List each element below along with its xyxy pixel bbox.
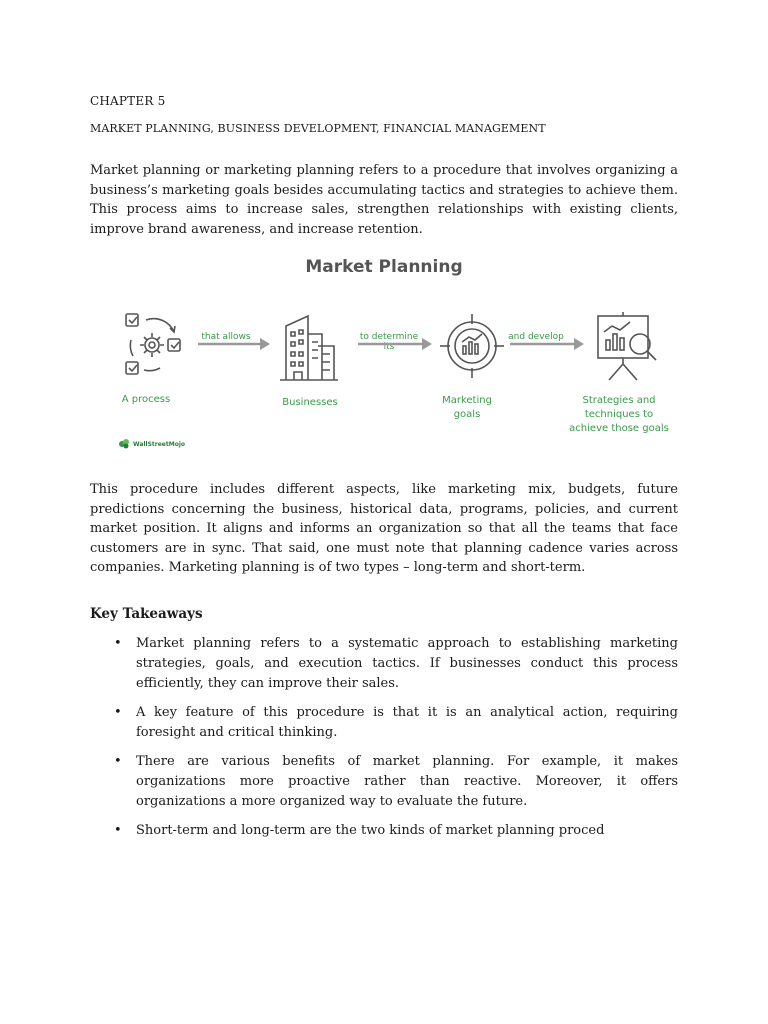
buildings-icon	[278, 312, 340, 382]
presentation-board-icon	[594, 310, 662, 384]
arrow-label-determine: to determine its	[359, 332, 419, 352]
brand-name: WallStreetMojo	[133, 440, 185, 448]
chapter-subtitle: MARKET PLANNING, BUSINESS DEVELOPMENT, FINANCIAL MANAGEMENT	[90, 122, 546, 135]
arrow-right-icon	[198, 338, 270, 350]
key-takeaways-list	[90, 634, 678, 850]
step-label-businesses: Businesses	[282, 397, 338, 408]
arrow-label-develop: and develop	[508, 332, 564, 342]
list-item: • Short-term and long-term are the two kinds of market planning proced	[90, 821, 678, 841]
figure-title: Market Planning	[305, 257, 463, 277]
second-paragraph: This procedure includes different aspects, like marketing mix, budgets, future predictions concerning the business, historical data, programs, policies, and current market position. It aligns and informs an organization so that all the teams that face customers are in sync. That said, one must note that planning cadence varies across companies. Marketing planning is of two types – long-term and short-term.	[90, 482, 678, 575]
arrow-label-allows: that allows	[201, 332, 251, 342]
brand-leaf-icon	[118, 438, 130, 450]
brand-logo	[118, 438, 185, 450]
arrow-right-icon	[358, 338, 432, 350]
step-label-process: A process	[121, 394, 171, 405]
step-label-marketing-goals: Marketing goals	[442, 395, 492, 420]
arrow-right-icon	[510, 338, 584, 350]
process-gears-icon	[120, 310, 190, 382]
list-item: • Market planning refers to a systematic approach to establishing marketing strategies, goals, and execution tactics. If businesses conduct this process efficiently, they can improve their sales.	[90, 634, 678, 694]
step-label-strategies: Strategies and techniques to achieve those goals	[569, 395, 669, 434]
list-item: • A key feature of this procedure is that it is an analytical action, requiring foresight and critical thinking.	[90, 703, 678, 743]
intro-paragraph: Market planning or marketing planning refers to a procedure that involves organizing a business’s marketing goals besides accumulating tactics and strategies to achieve them. This process aims to increase sales, strengthen relationships with existing clients, improve brand awareness, and increase retention.	[90, 163, 678, 237]
chapter-label: CHAPTER 5	[90, 94, 166, 108]
list-item: • There are various benefits of market planning. For example, it makes organizations more proactive rather than reactive. Moreover, it offers organizations a more organized way to evaluate the future.	[90, 752, 678, 812]
target-chart-icon	[440, 312, 504, 380]
market-planning-figure	[110, 252, 670, 462]
key-takeaways-heading: Key Takeaways	[90, 606, 203, 622]
